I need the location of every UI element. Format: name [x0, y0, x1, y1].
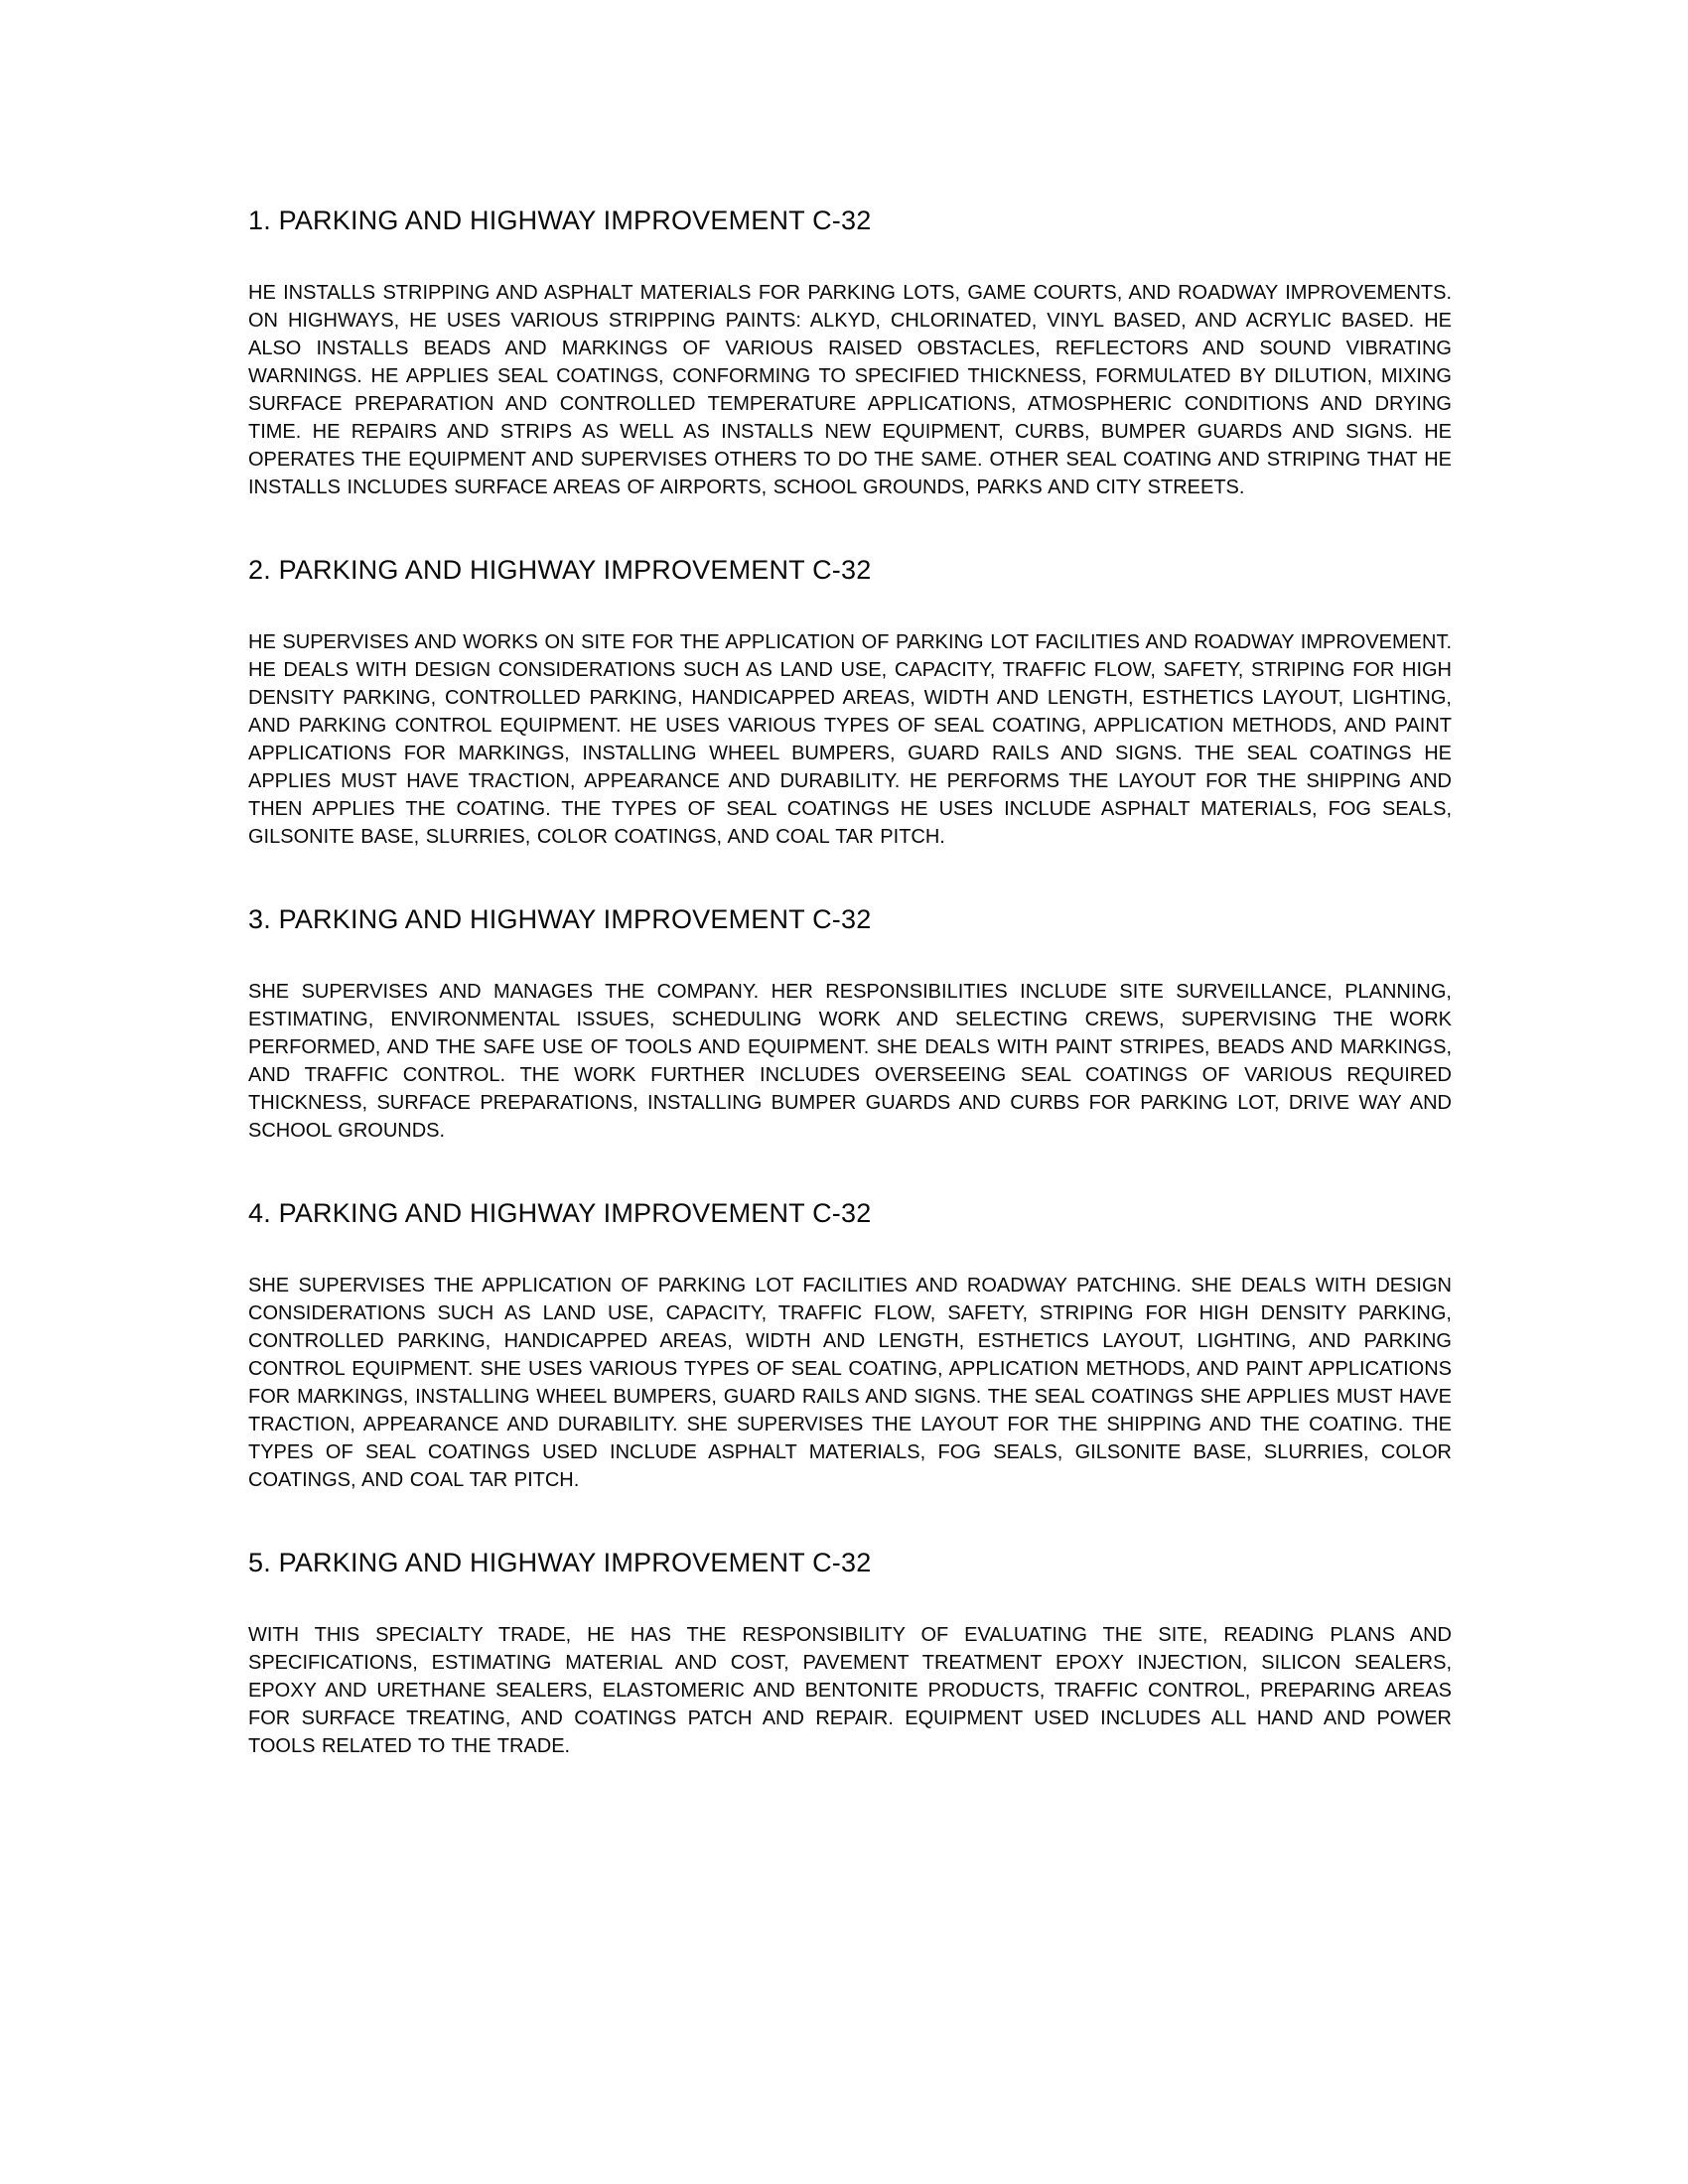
section-3-body: SHE SUPERVISES AND MANAGES THE COMPANY. HER RESPONSIBILITIES INCLUDE SITE SURVEILLANCE, PLANNING, ESTIMATING, ENVIRONMENTAL ISSUES, SCHEDULING WORK AND SELECTING CREWS, SUPERVISING THE WORK PERFORMED, AND THE SAFE USE OF TOOLS AND EQUIPMENT. SHE DEALS WITH PAINT STRIPES, BEADS AND MARKINGS, AND TRAFFIC CONTROL. THE WORK FURTHER INCLUDES OVERSEEING SEAL COATINGS OF VARIOUS REQUIRED THICKNESS, SURFACE PREPARATIONS, INSTALLING BUMPER GUARDS AND CURBS FOR PARKING LOT, DRIVE WAY AND SCHOOL GROUNDS. [248, 981, 1452, 1142]
section-4 [248, 1196, 1452, 1494]
document-page [248, 204, 1452, 1812]
section-5-heading: 5. PARKING AND HIGHWAY IMPROVEMENT C-32 [248, 1548, 872, 1577]
section-4-heading: 4. PARKING AND HIGHWAY IMPROVEMENT C-32 [248, 1198, 872, 1228]
section-5 [248, 1546, 1452, 1760]
section-2 [248, 553, 1452, 851]
section-1-heading: 1. PARKING AND HIGHWAY IMPROVEMENT C-32 [248, 205, 872, 235]
section-3 [248, 902, 1452, 1145]
section-2-body: HE SUPERVISES AND WORKS ON SITE FOR THE APPLICATION OF PARKING LOT FACILITIES AND ROADWAY IMPROVEMENT. HE DEALS WITH DESIGN CONSIDERATIONS SUCH AS LAND USE, CAPACITY, TRAFFIC FLOW, SAFETY, STRIPING FOR HIGH DENSITY PARKING, CONTROLLED PARKING, HANDICAPPED AREAS, WIDTH AND LENGTH, ESTHETICS LAYOUT, LIGHTING, AND PARKING CONTROL EQUIPMENT. HE USES VARIOUS TYPES OF SEAL COATING, APPLICATION METHODS, AND PAINT APPLICATIONS FOR MARKINGS, INSTALLING WHEEL BUMPERS, GUARD RAILS AND SIGNS. THE SEAL COATINGS HE APPLIES MUST HAVE TRACTION, APPEARANCE AND DURABILITY. HE PERFORMS THE LAYOUT FOR THE SHIPPING AND THEN APPLIES THE COATING. THE TYPES OF SEAL COATINGS HE USES INCLUDE ASPHALT MATERIALS, FOG SEALS, GILSONITE BASE, SLURRIES, COLOR COATINGS, AND COAL TAR PITCH. [248, 631, 1452, 848]
section-1 [248, 204, 1452, 501]
section-2-heading: 2. PARKING AND HIGHWAY IMPROVEMENT C-32 [248, 555, 872, 585]
section-3-heading: 3. PARKING AND HIGHWAY IMPROVEMENT C-32 [248, 904, 872, 934]
section-4-body: SHE SUPERVISES THE APPLICATION OF PARKING LOT FACILITIES AND ROADWAY PATCHING. SHE DEALS WITH DESIGN CONSIDERATIONS SUCH AS LAND USE, CAPACITY, TRAFFIC FLOW, SAFETY, STRIPING FOR HIGH DENSITY PARKING, CONTROLLED PARKING, HANDICAPPED AREAS, WIDTH AND LENGTH, ESTHETICS LAYOUT, LIGHTING, AND PARKING CONTROL EQUIPMENT. SHE USES VARIOUS TYPES OF SEAL COATING, APPLICATION METHODS, AND PAINT APPLICATIONS FOR MARKINGS, INSTALLING WHEEL BUMPERS, GUARD RAILS AND SIGNS. THE SEAL COATINGS SHE APPLIES MUST HAVE TRACTION, APPEARANCE AND DURABILITY. SHE SUPERVISES THE LAYOUT FOR THE SHIPPING AND THE COATING. THE TYPES OF SEAL COATINGS USED INCLUDE ASPHALT MATERIALS, FOG SEALS, GILSONITE BASE, SLURRIES, COLOR COATINGS, AND COAL TAR PITCH. [248, 1275, 1452, 1491]
section-1-body: HE INSTALLS STRIPPING AND ASPHALT MATERIALS FOR PARKING LOTS, GAME COURTS, AND ROADWAY IMPROVEMENTS. ON HIGHWAYS, HE USES VARIOUS STRIPPING PAINTS: ALKYD, CHLORINATED, VINYL BASED, AND ACRYLIC BASED. HE ALSO INSTALLS BEADS AND MARKINGS OF VARIOUS RAISED OBSTACLES, REFLECTORS AND SOUND VIBRATING WARNINGS. HE APPLIES SEAL COATINGS, CONFORMING TO SPECIFIED THICKNESS, FORMULATED BY DILUTION, MIXING SURFACE PREPARATION AND CONTROLLED TEMPERATURE APPLICATIONS, ATMOSPHERIC CONDITIONS AND DRYING TIME. HE REPAIRS AND STRIPS AS WELL AS INSTALLS NEW EQUIPMENT, CURBS, BUMPER GUARDS AND SIGNS. HE OPERATES THE EQUIPMENT AND SUPERVISES OTHERS TO DO THE SAME. OTHER SEAL COATING AND STRIPING THAT HE INSTALLS INCLUDES SURFACE AREAS OF AIRPORTS, SCHOOL GROUNDS, PARKS AND CITY STREETS. [248, 282, 1452, 498]
section-5-body: WITH THIS SPECIALTY TRADE, HE HAS THE RESPONSIBILITY OF EVALUATING THE SITE, READING PLANS AND SPECIFICATIONS, ESTIMATING MATERIAL AND COST, PAVEMENT TREATMENT EPOXY INJECTION, SILICON SEALERS, EPOXY AND URETHANE SEALERS, ELASTOMERIC AND BENTONITE PRODUCTS, TRAFFIC CONTROL, PREPARING AREAS FOR SURFACE TREATING, AND COATINGS PATCH AND REPAIR. EQUIPMENT USED INCLUDES ALL HAND AND POWER TOOLS RELATED TO THE TRADE. [248, 1624, 1452, 1757]
